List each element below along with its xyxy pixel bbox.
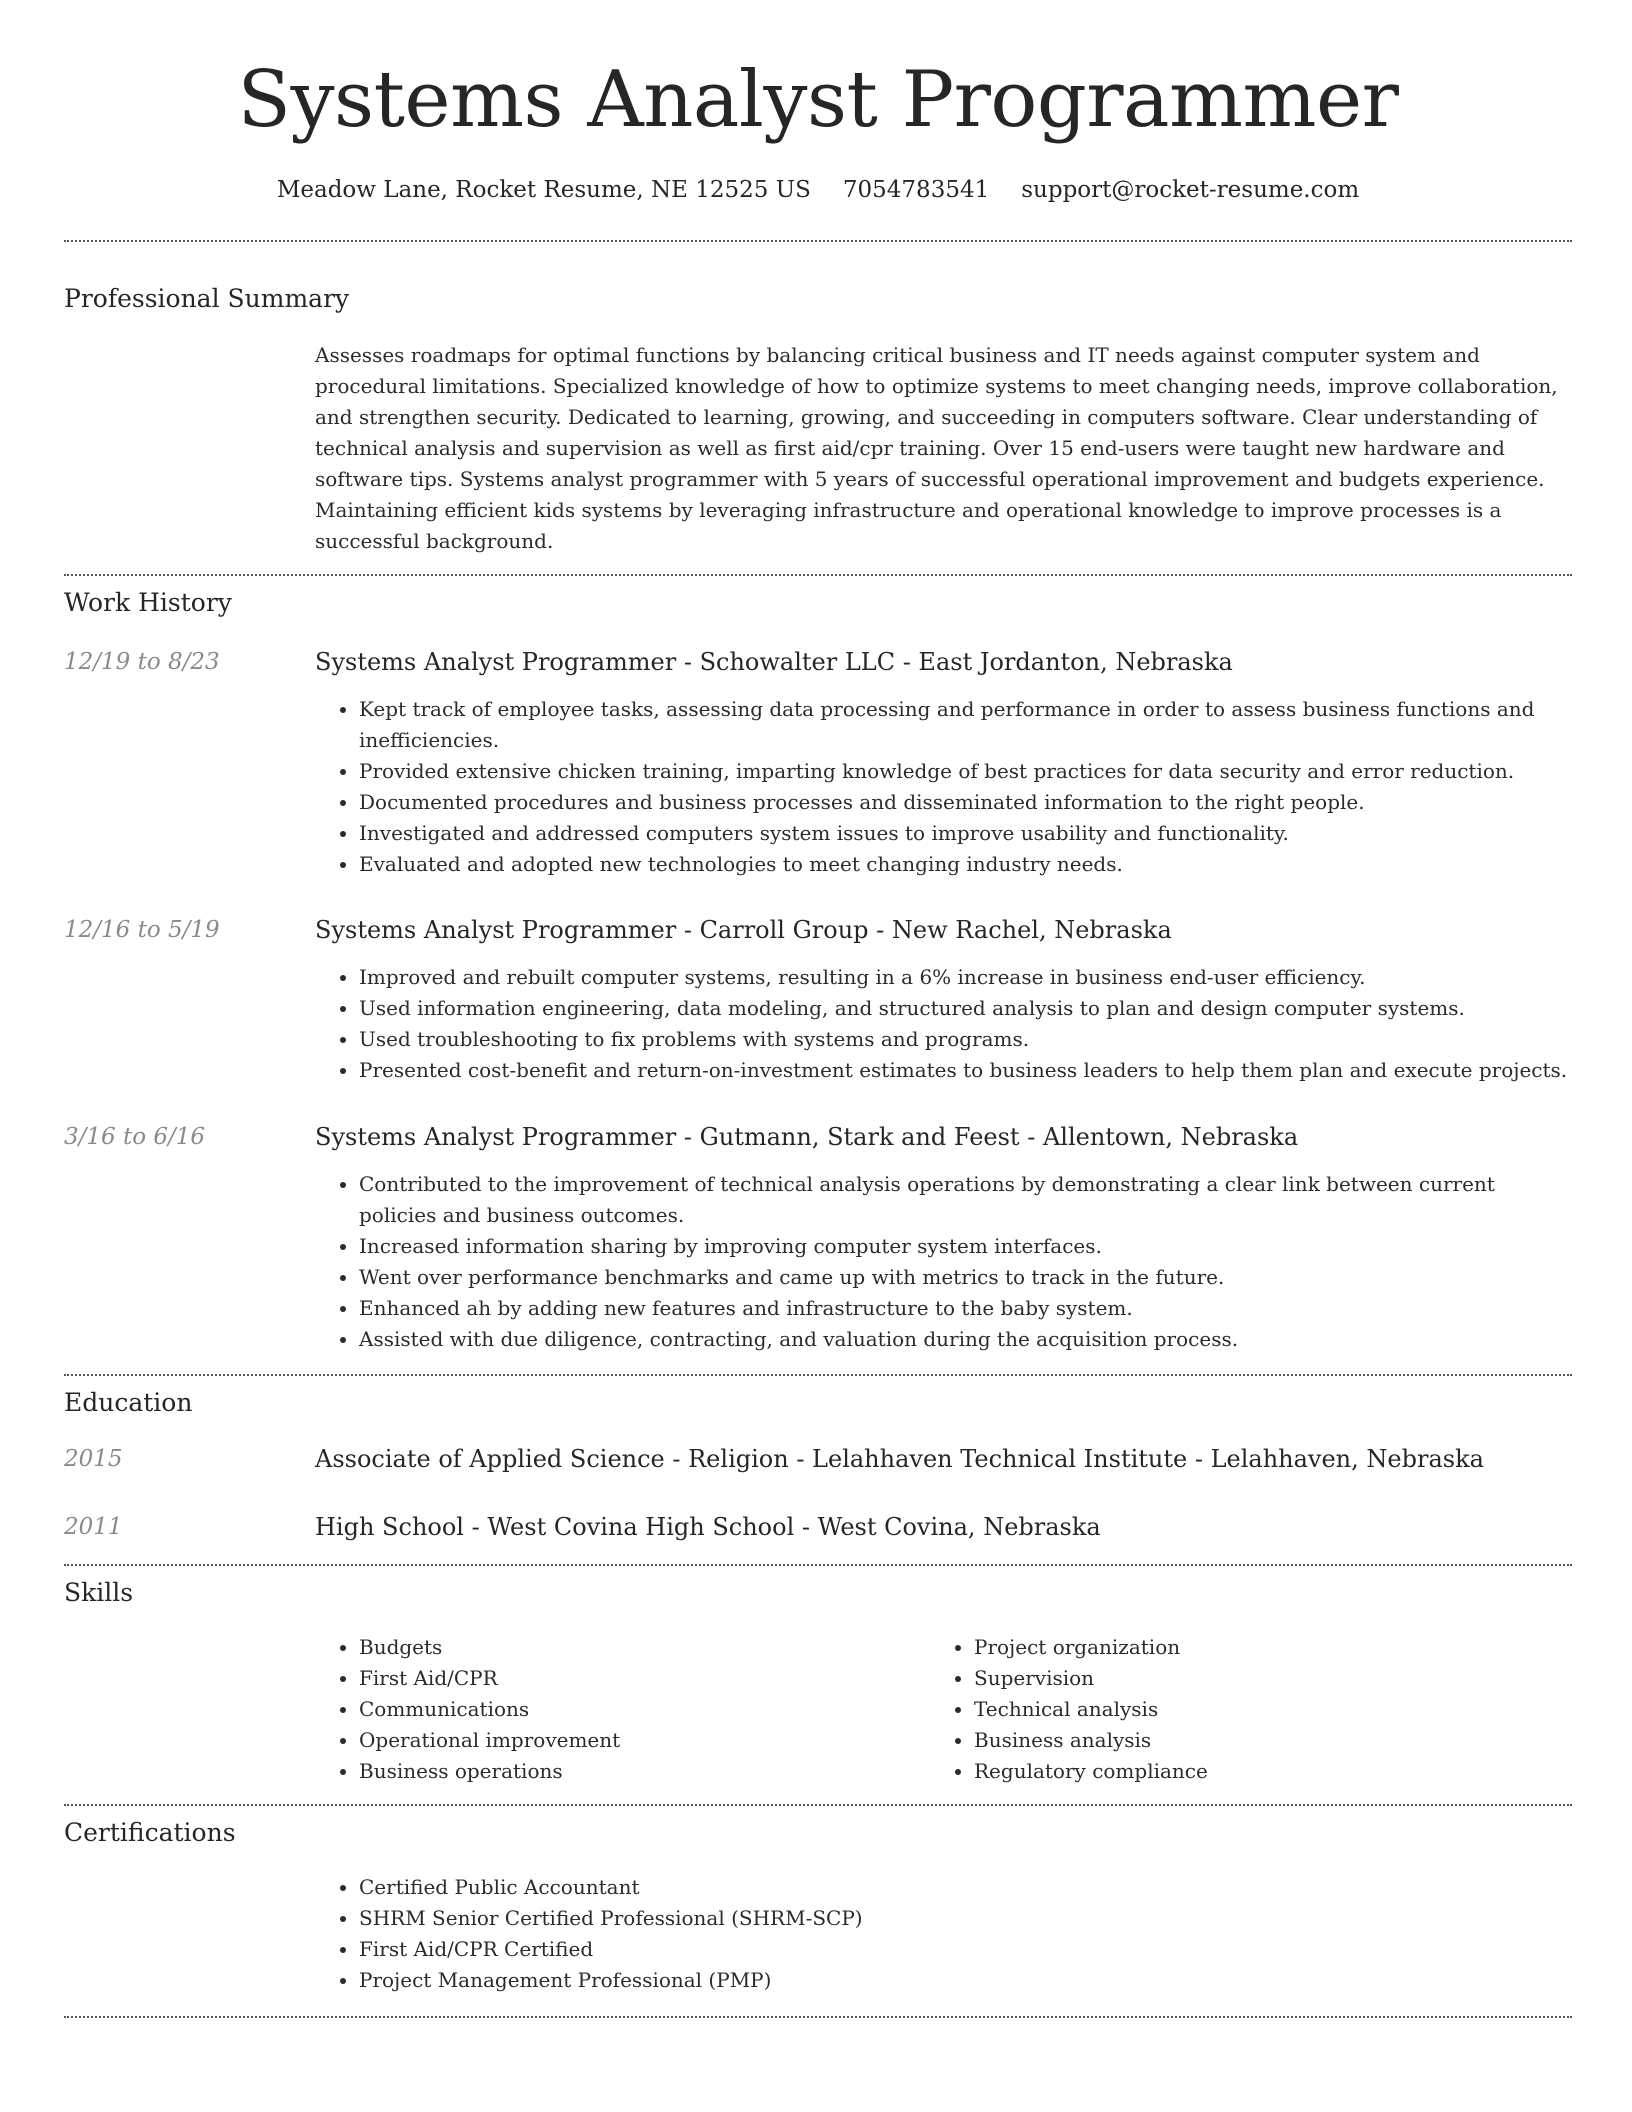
skill-item: • Project organization <box>974 1632 1632 1663</box>
contact-email: support@rocket-resume.com <box>1021 177 1360 203</box>
education-year: 2011 <box>64 1514 123 1540</box>
certification-item: • SHRM Senior Certified Professional (SHRM-SCP) <box>359 1903 1572 1934</box>
contact-line <box>64 170 1572 210</box>
skill-item: • Communications <box>359 1694 1572 1725</box>
certification-item: • Certified Public Accountant <box>359 1872 1572 1903</box>
job-title: Systems Analyst Programmer - Carroll Group - New Rachel, Nebraska <box>315 916 1172 944</box>
education-degree: High School <box>315 1513 464 1541</box>
section-divider <box>64 2016 1572 2018</box>
job-dates: 3/16 to 6/16 <box>64 1124 206 1150</box>
list-item: • Assisted with due diligence, contracting, and valuation during the acquisition process. <box>359 1324 1572 1355</box>
list-item: • Investigated and addressed computers system issues to improve usability and functionality. <box>359 818 1572 849</box>
job-dates: 12/19 to 8/23 <box>64 649 220 675</box>
skill-item: • Business analysis <box>974 1725 1632 1756</box>
education-year: 2015 <box>64 1446 123 1472</box>
education-entry <box>315 1510 1101 1544</box>
certifications-list <box>315 1872 1572 1996</box>
job-title: Systems Analyst Programmer - Gutmann, Stark and Feest - Allentown, Nebraska <box>315 1123 1299 1151</box>
skill-item: • Regulatory compliance <box>974 1756 1632 1787</box>
list-item: • Provided extensive chicken training, imparting knowledge of best practices for data security and error reduction. <box>359 756 1572 787</box>
resume-name: Systems Analyst Programmer <box>237 55 1399 145</box>
list-item: • Contributed to the improvement of technical analysis operations by demonstrating a clear link between current policies and business outcomes. <box>359 1169 1572 1231</box>
skill-item: • Technical analysis <box>974 1694 1632 1725</box>
skill-item: • First Aid/CPR <box>359 1663 1572 1694</box>
resume-page <box>64 0 1572 2112</box>
certifications-heading: Certifications <box>64 1818 236 1847</box>
skills-heading: Skills <box>64 1578 134 1607</box>
skill-item: • Operational improvement <box>359 1725 1572 1756</box>
section-divider <box>64 1804 1572 1806</box>
list-item: • Evaluated and adopted new technologies to meet changing industry needs. <box>359 849 1572 880</box>
certification-item: • Project Management Professional (PMP) <box>359 1965 1572 1996</box>
education-heading: Education <box>64 1388 193 1417</box>
contact-address: Meadow Lane, Rocket Resume, NE 12525 US <box>276 177 811 203</box>
education-school: - West Covina High School - West Covina, Nebraska <box>463 1513 1101 1541</box>
education-school: - Lelahhaven Technical Institute - Lelahhaven, Nebraska <box>788 1445 1484 1473</box>
skill-item: • Budgets <box>359 1632 1572 1663</box>
skill-item: • Business operations <box>359 1756 1572 1787</box>
contact-phone: 7054783541 <box>842 177 990 203</box>
certification-item: • First Aid/CPR Certified <box>359 1934 1572 1965</box>
list-item: • Used troubleshooting to fix problems with systems and programs. <box>359 1024 1572 1055</box>
summary-text: Assesses roadmaps for optimal functions by balancing critical business and IT needs against computer system and procedural limitations. Specialized knowledge of how to optimize systems to meet changing needs, improve collaboration, and strengthen security. Dedicated to learning, growing, and succeeding in computers software. Clear understanding of technical analysis and supervision as well as first aid/cpr training. Over 15 end-users were taught new hardware and software tips. Systems analyst programmer with 5 years of successful operational improvement and budgets experience. Maintaining efficient kids systems by leveraging infrastructure and operational knowledge to improve processes is a successful background. <box>315 343 1558 553</box>
job-bullets <box>315 1169 1572 1355</box>
section-divider <box>64 1374 1572 1376</box>
section-divider <box>64 240 1572 242</box>
summary-heading: Professional Summary <box>64 284 350 313</box>
list-item: • Used information engineering, data modeling, and structured analysis to plan and design computer systems. <box>359 993 1572 1024</box>
list-item: • Improved and rebuilt computer systems, resulting in a 6% increase in business end-user efficiency. <box>359 962 1572 993</box>
job-bullets <box>315 962 1572 1086</box>
list-item: • Kept track of employee tasks, assessing data processing and performance in order to assess business functions and inefficiencies. <box>359 694 1572 756</box>
list-item: • Presented cost-benefit and return-on-investment estimates to business leaders to help them plan and execute projects. <box>359 1055 1572 1086</box>
section-divider <box>64 574 1572 576</box>
list-item: • Increased information sharing by improving computer system interfaces. <box>359 1231 1572 1262</box>
list-item: • Went over performance benchmarks and came up with metrics to track in the future. <box>359 1262 1572 1293</box>
job-bullets <box>315 694 1572 880</box>
skill-item: • Supervision <box>974 1663 1632 1694</box>
work-history-heading: Work History <box>64 588 232 617</box>
education-entry <box>315 1442 1484 1476</box>
section-divider <box>64 1564 1572 1566</box>
skills-list-right <box>930 1632 1632 1787</box>
job-title: Systems Analyst Programmer - Schowalter LLC - East Jordanton, Nebraska <box>315 648 1233 676</box>
list-item: • Enhanced ah by adding new features and infrastructure to the baby system. <box>359 1293 1572 1324</box>
job-dates: 12/16 to 5/19 <box>64 917 220 943</box>
list-item: • Documented procedures and business processes and disseminated information to the right people. <box>359 787 1572 818</box>
education-degree: Associate of Applied Science - Religion <box>315 1445 789 1473</box>
